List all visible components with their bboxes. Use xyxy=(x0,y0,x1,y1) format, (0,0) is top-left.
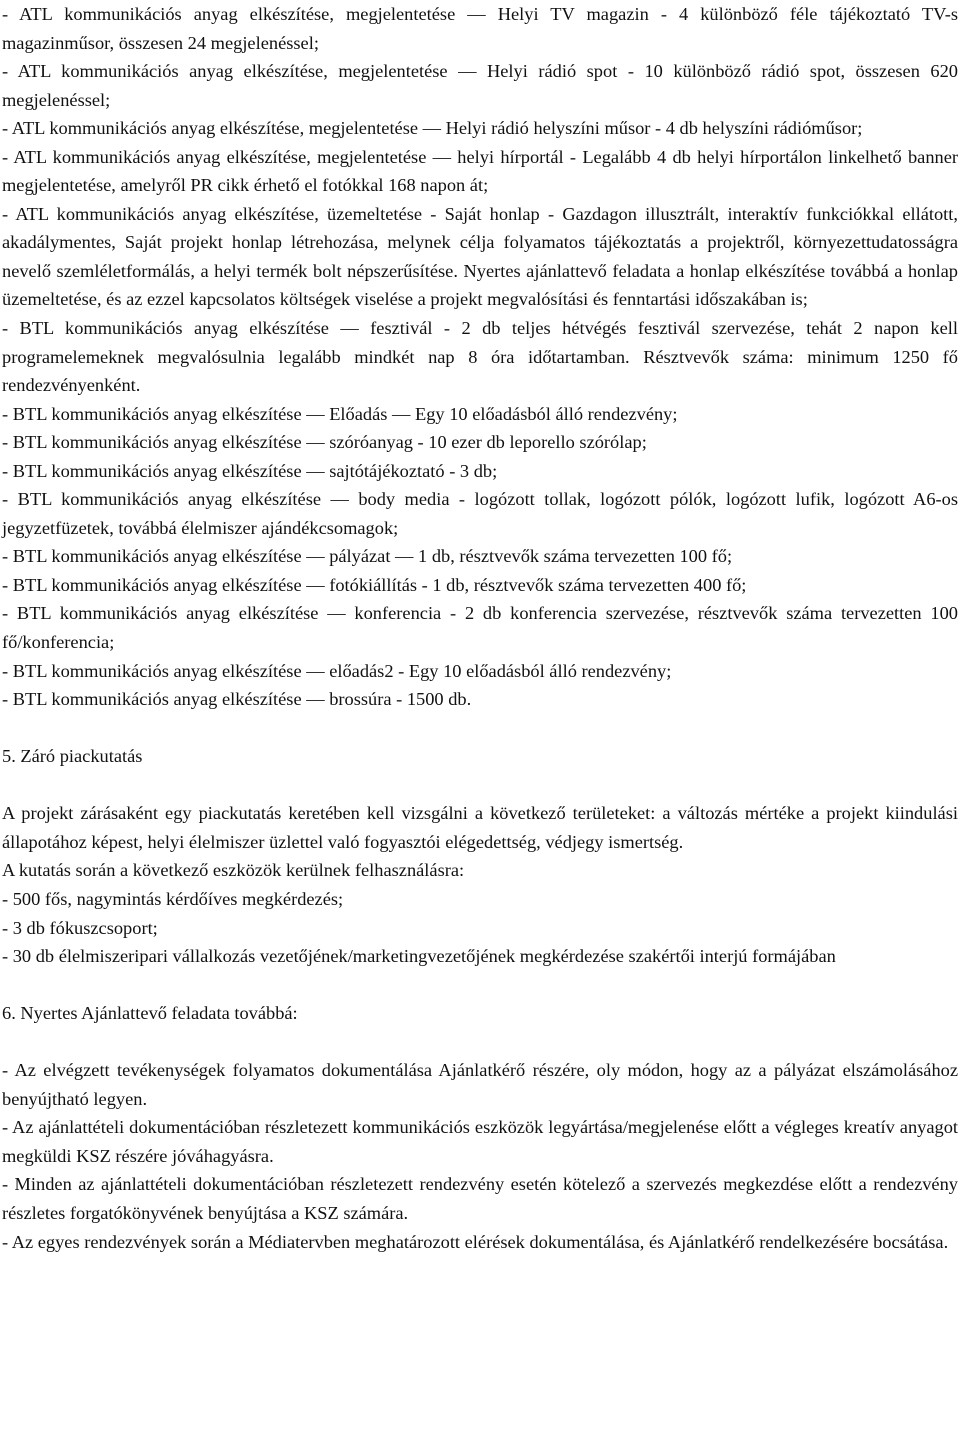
section-5-intro: A projekt zárásaként egy piackutatás keretében kell vizsgálni a következő területeket: a változás mértéke a projekt kiindulási állapotához képest, helyi élelmiszer üzlettel való fogyasztói elégedettség, védjegy ismertség. xyxy=(2,803,958,852)
btl-item-brochure: - BTL kommunikációs anyag elkészítése — brossúra - 1500 db. xyxy=(2,689,472,710)
btl-item-festival: - BTL kommunikációs anyag elkészítése — fesztivál - 2 db teljes hétvégés fesztivál szervezése, tehát 2 napon kell programelemeknek megvalósulnia legalább mindkét nap 8 óra időtartamban. Résztvevők száma: minimum 1250 fő rendezvényenként. xyxy=(2,318,958,396)
section-6-item-documentation: - Az elvégzett tevékenységek folyamatos dokumentálása Ajánlatkérő részére, oly módon, hogy az a pályázat elszámolásához benyújtható legyen. xyxy=(2,1060,958,1109)
section-5-tool-interview: - 30 db élelmiszeripari vállalkozás vezetőjének/marketingvezetőjének megkérdezése szakértői interjú formájában xyxy=(2,946,836,967)
section-6-item-event-script: - Minden az ajánlattételi dokumentációban részletezett rendezvény esetén kötelező a szervezés megkezdése előtt a rendezvény részletes forgatókönyvének benyújtása a KSZ számára. xyxy=(2,1174,958,1223)
btl-item-leaflet: - BTL kommunikációs anyag elkészítése — szóróanyag - 10 ezer db leporello szórólap; xyxy=(2,432,647,453)
btl-item-lecture: - BTL kommunikációs anyag elkészítése — Előadás — Egy 10 előadásból álló rendezvény; xyxy=(2,403,678,424)
btl-item-lecture2: - BTL kommunikációs anyag elkészítése — előadás2 - Egy 10 előadásból álló rendezvény; xyxy=(2,660,672,681)
atl-item-tv-magazine: - ATL kommunikációs anyag elkészítése, megjelentetése — Helyi TV magazin - 4 különböző féle tájékoztató TV-s magazinműsor, összesen 24 megjelenéssel; xyxy=(2,4,958,53)
section-6-item-reach-documentation: - Az egyes rendezvények során a Médiatervben meghatározott elérések dokumentálása, és Ajánlatkérő rendelkezésére bocsátása. xyxy=(2,1231,949,1252)
section-5-tool-survey: - 500 fős, nagymintás kérdőíves megkérdezés; xyxy=(2,888,344,909)
section-5-tool-focus-group: - 3 db fókuszcsoport; xyxy=(2,917,158,938)
section-6-item-approval: - Az ajánlattételi dokumentációban részletezett kommunikációs eszközök legyártása/megjelenése előtt a végleges kreatív anyagot megküldi KSZ részére jóváhagyásra. xyxy=(2,1117,958,1166)
spacer xyxy=(2,714,958,743)
section-5-tools-intro: A kutatás során a következő eszközök kerülnek felhasználásra: xyxy=(2,860,465,881)
atl-item-radio-spot: - ATL kommunikációs anyag elkészítése, megjelentetése — Helyi rádió spot - 10 különböző rádió spot, összesen 620 megjelenéssel; xyxy=(2,61,958,110)
spacer xyxy=(2,971,958,1000)
atl-item-radio-onsite: - ATL kommunikációs anyag elkészítése, megjelentetése — Helyi rádió helyszíni műsor - 4 db helyszíni rádióműsor; xyxy=(2,118,863,139)
spacer xyxy=(2,771,958,800)
btl-item-conference: - BTL kommunikációs anyag elkészítése — konferencia - 2 db konferencia szervezése, résztvevők száma tervezetten 100 fő/konferencia; xyxy=(2,603,958,653)
btl-item-photo-exhibition: - BTL kommunikációs anyag elkészítése — fotókiállítás - 1 db, résztvevők száma tervezetten 400 fő; xyxy=(2,574,747,595)
atl-item-news-portal: - ATL kommunikációs anyag elkészítése, megjelentetése — helyi hírportál - Legalább 4 db helyi hírportálon linkelhető banner megjelentetése, amelyről PR cikk érhető el fotókkal 168 napon át; xyxy=(2,146,958,196)
btl-item-press-conference: - BTL kommunikációs anyag elkészítése — sajtótájékoztató - 3 db; xyxy=(2,460,498,481)
section-5-heading: 5. Záró piackutatás xyxy=(2,746,143,767)
spacer xyxy=(2,1028,958,1057)
btl-item-body-media: - BTL kommunikációs anyag elkészítése — body media - logózott tollak, logózott pólók, logózott lufik, logózott A6-os jegyzetfüzetek, továbbá élelmiszer ajándékcsomagok; xyxy=(2,489,958,538)
section-6-heading: 6. Nyertes Ajánlattevő feladata továbbá: xyxy=(2,1003,298,1024)
atl-item-website: - ATL kommunikációs anyag elkészítése, üzemeltetése - Saját honlap - Gazdagon illusztrált, interaktív funkciókkal ellátott, akadálymentes, Saját projekt honlap létrehozása, melynek célja folyamatos tájékoztatás a projektről, környezettudatosságra nevelő szemléletformálás, a helyi termék bolt népszerűsítése. Nyertes ajánlattevő feladata a honlap elkészítése továbbá a honlap üzemeltetése, és az ezzel kapcsolatos költségek viselése a projekt megvalósítási és fenntartási időszakában is; xyxy=(2,203,958,310)
btl-item-competition: - BTL kommunikációs anyag elkészítése — pályázat — 1 db, résztvevők száma tervezetten 100 fő; xyxy=(2,546,733,567)
